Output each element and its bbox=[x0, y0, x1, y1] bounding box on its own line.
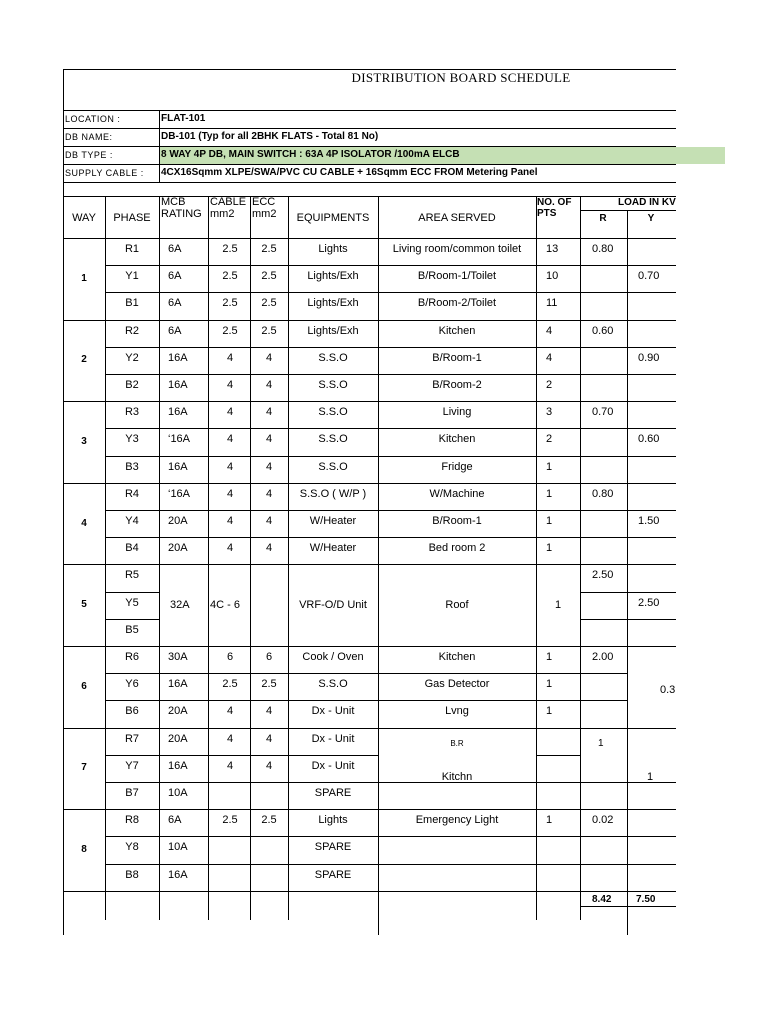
info-line bbox=[63, 128, 676, 129]
cable-cell: 4 bbox=[226, 487, 234, 500]
mcb-cell: ‘16A bbox=[168, 433, 191, 446]
row-line bbox=[105, 428, 676, 429]
load-y-cell: 1.50 bbox=[638, 515, 660, 527]
load-y-cell: 0.70 bbox=[638, 270, 660, 283]
way-line bbox=[63, 728, 676, 729]
equipment-cell: S.S.O ( W/P ) bbox=[299, 487, 367, 500]
area-cell: Kitchen bbox=[438, 651, 476, 663]
way-line bbox=[63, 483, 676, 484]
ecc-cell: 6 bbox=[265, 651, 273, 663]
db-type-label: DB TYPE : bbox=[65, 150, 113, 160]
row-line bbox=[105, 292, 676, 293]
row-line bbox=[105, 456, 676, 457]
mcb-cell: 20A bbox=[168, 542, 188, 555]
ecc-cell: 2.5 bbox=[261, 678, 277, 691]
phase-cell: R5 bbox=[124, 569, 140, 582]
header-top-line bbox=[63, 196, 676, 197]
cable-cell: 4 bbox=[226, 379, 234, 391]
cable-cell: 2.5 bbox=[222, 270, 238, 283]
ecc-cell: 4 bbox=[265, 515, 273, 527]
phase-cell: B5 bbox=[125, 623, 139, 636]
area-cell: Fridge bbox=[441, 460, 473, 473]
ecc-cell: 2.5 bbox=[261, 814, 277, 827]
load-y-cell: 0.90 bbox=[638, 351, 660, 364]
way5-pts: 1 bbox=[554, 599, 562, 612]
mcb-cell: 20A bbox=[168, 705, 188, 718]
ecc-cell: 4 bbox=[265, 732, 273, 745]
load-subheader-line bbox=[580, 210, 676, 211]
way7-area-kitchen: Kitchn bbox=[441, 770, 473, 783]
area-cell: B/Room-2/Toilet bbox=[417, 297, 497, 310]
header-equipments: EQUIPMENTS bbox=[296, 212, 370, 224]
row-line bbox=[105, 347, 676, 348]
equipment-cell: W/Heater bbox=[309, 542, 357, 555]
mcb-cell: ‘16A bbox=[168, 487, 191, 500]
column-line bbox=[580, 196, 581, 920]
info-line bbox=[63, 146, 676, 147]
way-line bbox=[63, 646, 676, 647]
load-r-cell: 0.02 bbox=[592, 814, 614, 827]
way-line bbox=[63, 401, 676, 402]
load-r-cell: 0.70 bbox=[592, 406, 614, 419]
cable-cell: 4 bbox=[226, 460, 234, 473]
location-label: LOCATION : bbox=[65, 114, 121, 124]
area-cell: Kitchen bbox=[438, 433, 476, 446]
page-title: DISTRIBUTION BOARD SCHEDULE bbox=[351, 70, 571, 85]
load-r-cell: 2.50 bbox=[592, 569, 614, 582]
area-cell: Living room/common toilet bbox=[392, 243, 522, 255]
phase-cell: B4 bbox=[125, 542, 139, 555]
way-number: 6 bbox=[81, 680, 87, 692]
header-bottom-line bbox=[63, 238, 676, 239]
info-line bbox=[63, 182, 676, 183]
cable-cell: 2.5 bbox=[222, 814, 238, 827]
mcb-cell: 10A bbox=[168, 787, 188, 799]
mcb-cell: 6A bbox=[168, 270, 182, 283]
phase-cell: Y7 bbox=[125, 759, 139, 772]
mcb-cell: 16A bbox=[168, 460, 188, 473]
load-r-cell: 0.80 bbox=[592, 243, 614, 255]
equipment-cell: Dx - Unit bbox=[311, 759, 355, 772]
header-ecc-unit: mm2 bbox=[252, 208, 277, 220]
cable-cell: 4 bbox=[226, 351, 234, 364]
equipment-cell: S.S.O bbox=[318, 406, 348, 419]
phase-cell: R4 bbox=[124, 487, 140, 500]
pts-cell: 1 bbox=[546, 542, 553, 555]
header-phase: PHASE bbox=[113, 212, 151, 224]
header-pts: PTS bbox=[537, 208, 557, 219]
header-cable: CABLE bbox=[210, 196, 247, 208]
equipment-cell: Dx - Unit bbox=[311, 705, 355, 718]
ecc-cell: 4 bbox=[265, 433, 273, 446]
header-load: LOAD IN KV bbox=[618, 197, 676, 208]
area-cell: Emergency Light bbox=[415, 814, 499, 827]
header-r: R bbox=[599, 213, 607, 224]
row-line bbox=[105, 537, 676, 538]
load-y-cell: 2.50 bbox=[638, 596, 660, 609]
ecc-cell: 4 bbox=[265, 351, 273, 364]
way6-y-load: 0.3 bbox=[660, 684, 676, 697]
area-cell: Gas Detector bbox=[424, 678, 490, 691]
cable-cell: 4 bbox=[226, 759, 234, 772]
row-line bbox=[105, 755, 378, 756]
pts-cell: 4 bbox=[546, 351, 553, 364]
equipment-cell: Lights bbox=[318, 814, 348, 827]
pts-cell: 2 bbox=[546, 379, 553, 391]
ecc-cell: 4 bbox=[265, 759, 273, 772]
equipment-cell: Lights/Exh bbox=[307, 270, 359, 283]
cable-cell: 2.5 bbox=[222, 243, 238, 255]
cable-cell: 4 bbox=[226, 515, 234, 527]
way7-area-br: B.R bbox=[450, 738, 464, 748]
equipment-cell: S.S.O bbox=[318, 460, 348, 473]
phase-cell: B7 bbox=[125, 787, 139, 799]
mcb-cell: 6A bbox=[168, 324, 182, 337]
equipment-cell: SPARE bbox=[314, 787, 352, 799]
phase-cell: B1 bbox=[125, 297, 139, 310]
header-no-of: NO. OF bbox=[537, 197, 572, 208]
left-border bbox=[63, 69, 64, 935]
equipment-cell: Lights bbox=[318, 243, 348, 255]
ecc-cell: 4 bbox=[265, 406, 273, 419]
phase-cell: R1 bbox=[124, 243, 140, 255]
totals-bottom-line bbox=[580, 906, 676, 907]
equipment-cell: S.S.O bbox=[318, 678, 348, 691]
phase-cell: B8 bbox=[125, 868, 139, 881]
load-y-cell: 0.60 bbox=[638, 433, 660, 446]
header-y: Y bbox=[647, 213, 655, 224]
mcb-cell: 6A bbox=[168, 297, 182, 310]
ecc-cell: 2.5 bbox=[261, 297, 277, 310]
cable-cell: 4 bbox=[226, 542, 234, 555]
way-number: 5 bbox=[81, 599, 87, 611]
mcb-cell: 6A bbox=[168, 814, 182, 827]
way-number: 3 bbox=[81, 436, 87, 447]
ecc-cell: 2.5 bbox=[261, 270, 277, 283]
area-cell: B/Room-1/Toilet bbox=[417, 270, 497, 283]
row-line bbox=[536, 755, 580, 756]
db-name-label: DB NAME: bbox=[65, 132, 113, 142]
phase-cell: B3 bbox=[125, 460, 139, 473]
cable-cell: 4 bbox=[226, 732, 234, 745]
phase-cell: R8 bbox=[124, 814, 140, 827]
totals-divider bbox=[378, 891, 379, 935]
totals-divider bbox=[627, 891, 628, 906]
row-line bbox=[105, 864, 676, 865]
equipment-cell: S.S.O bbox=[318, 379, 348, 391]
pts-cell: 1 bbox=[546, 460, 553, 473]
area-cell: W/Machine bbox=[429, 487, 485, 500]
row-line bbox=[105, 265, 676, 266]
way5-equipment: VRF-O/D Unit bbox=[299, 599, 367, 612]
way5-mcb: 32A bbox=[170, 599, 190, 612]
pts-cell: 1 bbox=[546, 705, 553, 718]
area-cell: Living bbox=[442, 406, 472, 419]
pts-cell: 13 bbox=[546, 243, 559, 255]
pts-cell: 2 bbox=[546, 433, 553, 446]
top-border bbox=[63, 69, 676, 70]
total-r: 8.42 bbox=[592, 893, 612, 905]
phase-cell: Y8 bbox=[125, 841, 139, 854]
ecc-cell: 4 bbox=[265, 487, 273, 500]
phase-cell: R6 bbox=[124, 651, 140, 663]
cable-cell: 2.5 bbox=[222, 678, 238, 691]
db-type-value: 8 WAY 4P DB, MAIN SWITCH : 63A 4P ISOLATOR /100mA ELCB bbox=[161, 149, 460, 160]
ecc-cell: 4 bbox=[265, 542, 273, 555]
row-line bbox=[580, 619, 676, 620]
totals-divider bbox=[580, 891, 581, 906]
ecc-cell: 4 bbox=[265, 705, 273, 718]
area-cell: B/Room-1 bbox=[432, 351, 482, 364]
way-line bbox=[63, 809, 676, 810]
phase-cell: B6 bbox=[125, 705, 139, 718]
cable-cell: 4 bbox=[226, 705, 234, 718]
mcb-cell: 16A bbox=[168, 868, 188, 881]
supply-cable-value: 4CX16Sqmm XLPE/SWA/PVC CU CABLE + 16Sqmm ECC FROM Metering Panel bbox=[161, 167, 538, 178]
way-number: 4 bbox=[81, 517, 87, 529]
row-line bbox=[105, 619, 159, 620]
row-line bbox=[105, 592, 159, 593]
pts-cell: 1 bbox=[546, 515, 553, 527]
header-way: WAY bbox=[72, 212, 96, 224]
row-line bbox=[105, 374, 676, 375]
pts-cell: 1 bbox=[546, 651, 553, 663]
location-value: FLAT-101 bbox=[161, 113, 206, 124]
area-cell: B/Room-2 bbox=[432, 379, 482, 391]
way-number: 7 bbox=[81, 762, 87, 774]
info-divider bbox=[159, 110, 160, 182]
equipment-cell: SPARE bbox=[314, 868, 352, 881]
phase-cell: Y4 bbox=[125, 515, 139, 527]
phase-cell: Y3 bbox=[125, 433, 139, 446]
area-cell: B/Room-1 bbox=[432, 515, 482, 527]
cable-cell: 4 bbox=[226, 406, 234, 419]
cable-cell: 4 bbox=[226, 433, 234, 446]
way7-r-load: 1 bbox=[598, 737, 604, 749]
row-line bbox=[580, 592, 676, 593]
row-line bbox=[105, 510, 676, 511]
row-line bbox=[105, 700, 627, 701]
pts-cell: 11 bbox=[546, 297, 558, 310]
way7-y-load: 1 bbox=[647, 770, 654, 783]
way-number: 8 bbox=[81, 844, 87, 855]
load-r-cell: 0.80 bbox=[592, 487, 614, 500]
equipment-cell: Dx - Unit bbox=[311, 732, 355, 745]
equipment-cell: S.S.O bbox=[318, 351, 348, 364]
pts-cell: 4 bbox=[546, 324, 553, 337]
db-name-value: DB-101 (Typ for all 2BHK FLATS - Total 81 No) bbox=[161, 131, 379, 142]
pts-cell: 3 bbox=[546, 406, 553, 419]
way-number: 2 bbox=[81, 354, 87, 366]
info-line bbox=[63, 164, 676, 165]
ecc-cell: 4 bbox=[265, 460, 273, 473]
mcb-cell: 10A bbox=[168, 841, 188, 854]
equipment-cell: Cook / Oven bbox=[302, 651, 364, 663]
way-line bbox=[63, 564, 676, 565]
phase-cell: R7 bbox=[124, 732, 140, 745]
cable-cell: 2.5 bbox=[222, 324, 238, 337]
phase-cell: R3 bbox=[124, 406, 140, 419]
way-line bbox=[63, 320, 676, 321]
equipment-cell: SPARE bbox=[314, 841, 352, 854]
load-r-cell: 0.60 bbox=[592, 324, 614, 337]
load-r-cell: 2.00 bbox=[592, 651, 614, 663]
mcb-cell: 16A bbox=[168, 678, 188, 691]
mcb-cell: 20A bbox=[168, 732, 188, 745]
supply-cable-label: SUPPLY CABLE : bbox=[65, 168, 144, 178]
header-cable-unit: mm2 bbox=[210, 208, 235, 220]
way-number: 1 bbox=[81, 272, 87, 284]
ecc-cell: 2.5 bbox=[261, 324, 277, 337]
phase-cell: Y6 bbox=[125, 678, 139, 691]
mcb-cell: 16A bbox=[168, 379, 188, 391]
phase-cell: Y5 bbox=[125, 596, 139, 609]
header-area-served: AREA SERVED bbox=[418, 212, 496, 224]
info-top-line bbox=[63, 110, 676, 111]
phase-cell: R2 bbox=[124, 324, 140, 337]
mcb-cell: 16A bbox=[168, 759, 188, 772]
area-cell: Kitchen bbox=[438, 324, 476, 337]
pts-cell: 1 bbox=[546, 814, 553, 827]
cable-cell: 2.5 bbox=[222, 297, 238, 310]
mcb-cell: 20A bbox=[168, 515, 188, 527]
area-cell: Lvng bbox=[445, 705, 469, 718]
pts-cell: 1 bbox=[546, 678, 553, 691]
row-line bbox=[105, 673, 627, 674]
ecc-cell: 2.5 bbox=[261, 243, 277, 255]
mcb-cell: 6A bbox=[168, 243, 182, 255]
pts-cell: 1 bbox=[546, 487, 553, 500]
pts-cell: 10 bbox=[546, 270, 559, 283]
equipment-cell: Lights/Exh bbox=[307, 297, 359, 310]
equipment-cell: W/Heater bbox=[309, 515, 357, 527]
equipment-cell: Lights/Exh bbox=[307, 324, 359, 337]
equipment-cell: S.S.O bbox=[318, 433, 348, 446]
phase-cell: Y2 bbox=[125, 351, 139, 364]
mcb-cell: 30A bbox=[168, 651, 188, 663]
cable-cell: 6 bbox=[226, 651, 234, 663]
header-ecc: ECC bbox=[252, 196, 276, 208]
header-mcb: MCB bbox=[161, 196, 186, 208]
mcb-cell: 16A bbox=[168, 406, 188, 419]
ecc-cell: 4 bbox=[265, 379, 273, 391]
area-cell: Bed room 2 bbox=[428, 542, 486, 555]
way5-area: Roof bbox=[445, 599, 469, 612]
row-line bbox=[105, 836, 676, 837]
total-y: 7.50 bbox=[636, 893, 656, 905]
phase-cell: Y1 bbox=[125, 270, 139, 283]
header-rating: RATING bbox=[161, 208, 202, 220]
way5-cable: 4C - 6 bbox=[210, 599, 240, 612]
way-line bbox=[63, 891, 676, 892]
mcb-cell: 16A bbox=[168, 351, 188, 364]
phase-cell: B2 bbox=[125, 379, 139, 391]
